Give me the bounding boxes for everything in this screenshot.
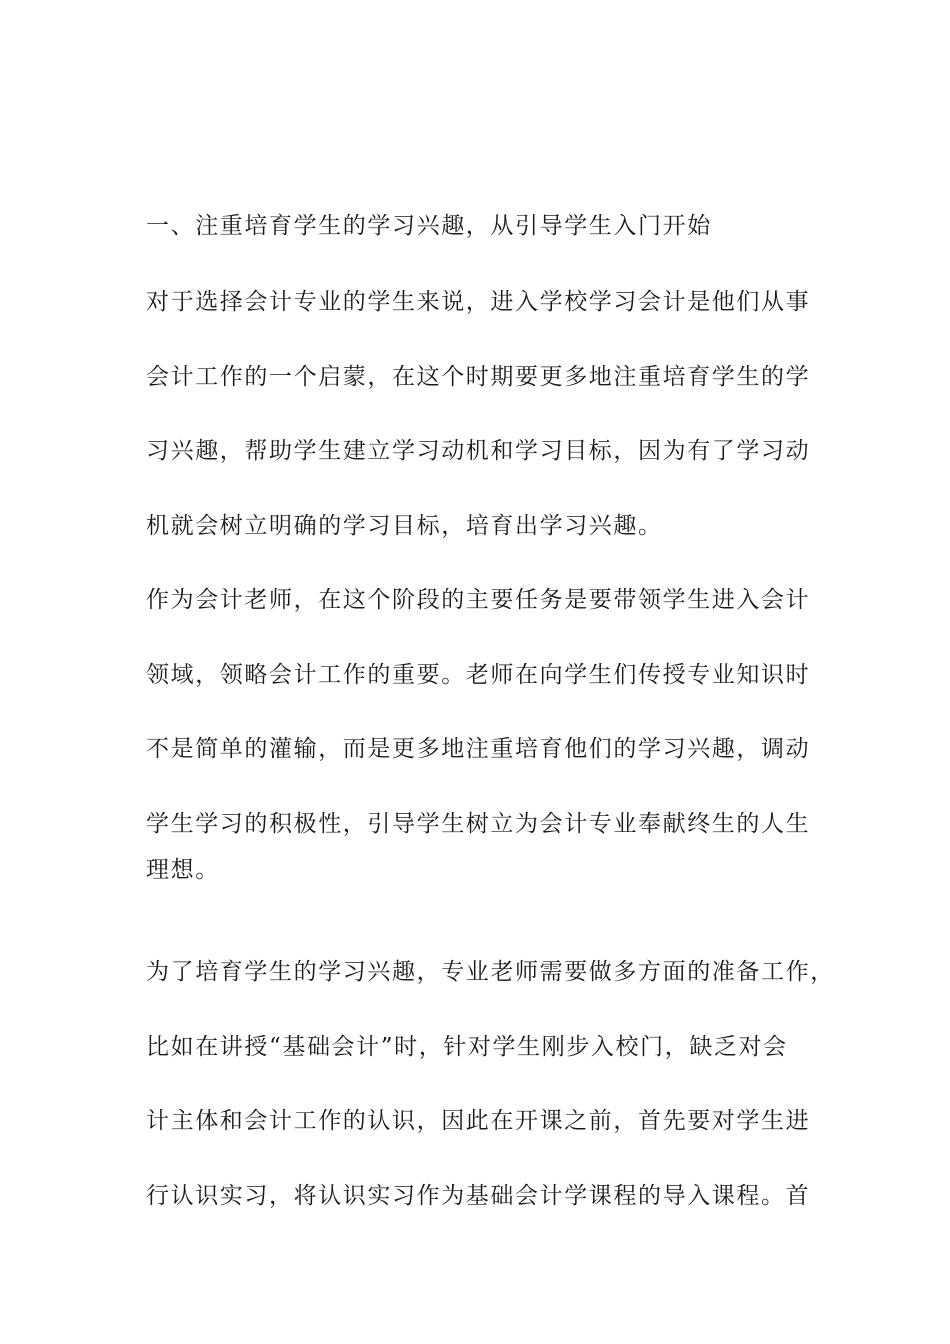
paragraph-line: 机就会树立明确的学习目标，培育出学习兴趣。 [146,513,663,539]
paragraph-line: 行认识实习，将认识实习作为基础会计学课程的导入课程。首 [146,1183,811,1209]
paragraph-line: 比如在讲授“基础会计”时，针对学生刚步入校门，缺乏对会 [146,1034,788,1060]
paragraph-line: 会计工作的一个启蒙，在这个时期要更多地注重培育学生的学 [146,364,811,390]
paragraph-line: 领域，领略会计工作的重要。老师在向学生们传授专业知识时 [146,662,811,688]
paragraph-line: 为了培育学生的学习兴趣，专业老师需要做多方面的准备工作， [146,959,835,985]
paragraph-line: 作为会计老师，在这个阶段的主要任务是要带领学生进入会计 [146,587,811,613]
paragraph-line: 学生学习的积极性，引导学生树立为会计专业奉献终生的人生 [146,811,811,837]
paragraph-line: 对于选择会计专业的学生来说，进入学校学习会计是他们从事 [146,289,811,315]
paragraph-line: 习兴趣，帮助学生建立学习动机和学习目标，因为有了学习动 [146,438,811,464]
section-heading: 一、注重培育学生的学习兴趣，从引导学生入门开始 [146,213,712,239]
paragraph-line: 计主体和会计工作的认识，因此在开课之前，首先要对学生进 [146,1108,811,1134]
paragraph-line: 不是简单的灌输，而是更多地注重培育他们的学习兴趣，调动 [146,736,811,762]
paragraph-line: 理想。 [146,857,220,883]
